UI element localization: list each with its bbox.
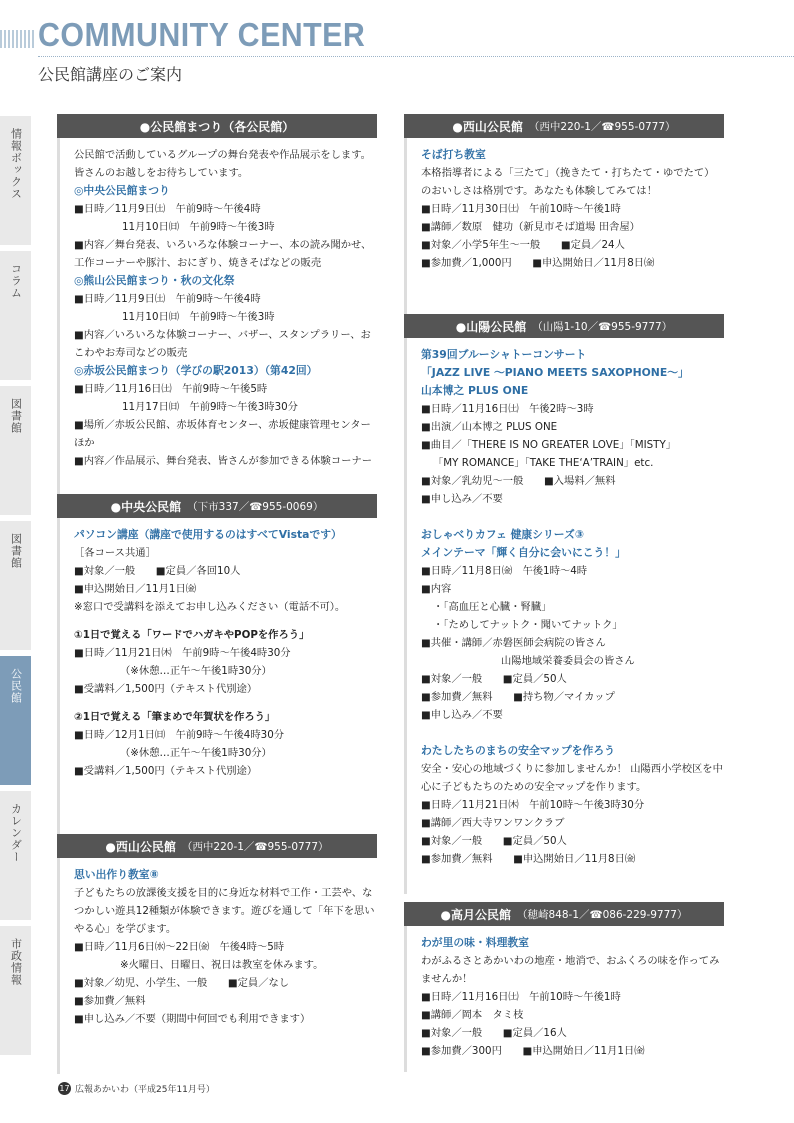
page-title: COMMUNITY CENTER <box>38 16 366 53</box>
left-column <box>57 114 377 1074</box>
nishiyama-center-section: ●西山公民館 （西中220-1／☎955-0777） 思い出作り教室⑧ 子どもたちの放課後支援を目的に身近な材料で工作・工芸や、なつかしい遊具12種類が体験できます。遊びを通して「年下を思いやる心」を学びます。 ■日時／11月6日㈬〜22日㈮ 午後4時〜5時 ※火曜日、日曜日、祝日は教室を休みます。 ■対象／幼児、小学生、一般 ■定員／なし ■参加費／無料 ■申し込み／不要（期間中何回でも利用できます） <box>57 834 377 1074</box>
course-title: パソコン講座（講座で使用するのはすべてVistaです） <box>74 528 342 541</box>
section-header: ●中央公民館 （下市337／☎955-0069） <box>57 494 377 518</box>
central-center-section: ●中央公民館 （下市337／☎955-0069） パソコン講座（講座で使用するのはすべてVistaです） ［各コース共通］ ■対象／一般 ■定員／各回10人 ■申込開始日／11月1日㈮ ※窓口で受講料を添えてお申し込みください（電話不可）。 ①1日で覚える「ワードでハガキやPOPを作ろう」 ■日時／11月21日㈭ 午前9時〜午後4時30分 （※休憩…正午〜午後1時30分） ■受講料／1,500円（テキスト代別途） ②1日で覚える「筆まめで年賀状を作ろう」 ■日時／12月1日㈰ 午前9時〜午後4時30分 （※休憩…正午〜午後1時30分） ■受講料／1,500円（テキスト代別途） <box>57 494 377 834</box>
festival-section: ●公民館まつり（各公民館） 公民館で活動しているグループの舞台発表や作品展示をします。皆さんのお越しをお待ちしています。 ◎中央公民館まつり ■日時／11月9日㈯ 午前9時〜午後4時 11月10日㈰ 午前9時〜午後3時 ■内容／舞台発表、いろいろな体験コーナー、本の読み聞かせ、工作コーナーや豚汁、おにぎり、焼きそばなどの販売 ◎熊山公民館まつり・秋の文化祭 ■日時／11月9日㈯ 午前9時〜午後4時 11月10日㈰ 午前9時〜午後3時 ■内容／いろいろな体験コーナー、バザー、スタンプラリー、おこわやお寿司などの販売 ◎赤坂公民館まつり（学びの駅2013）（第42回） ■日時／11月16日㈯ 午前9時〜午後5時 11月17日㈰ 午前9時〜午後3時30分 ■場所／赤坂公民館、赤坂体育センター、赤坂健康管理センターほか ■内容／作品展示、舞台発表、皆さんが参加できる体験コーナー <box>57 114 377 494</box>
course-2-title: ②1日で覚える「筆まめで年賀状を作ろう」 <box>74 711 276 723</box>
section-header: ●山陽公民館 （山陽1-10／☎955-9777） <box>404 314 724 338</box>
sidebar-tab-column[interactable]: コラム <box>0 251 31 383</box>
event-title: ◎中央公民館まつり <box>74 184 170 197</box>
section-header: ●公民館まつり（各公民館） <box>57 114 377 138</box>
course-title: そば打ち教室 <box>421 148 486 161</box>
sidebar-tab-community-center[interactable]: 公民館 <box>0 656 31 788</box>
takatsuki-center-section: ●高月公民館 （穂崎848-1／☎086-229-9777） わが里の味・料理教室 わがふるさとあかいわの地産・地消で、おふくろの味を作ってみませんか！ ■日時／11月16日㈯ 午前10時〜午後1時 ■講師／岡本 タミ枝 ■対象／一般 ■定員／16人 ■参加費／300円 ■申込開始日／11月1日㈮ <box>404 902 724 1072</box>
cafe-title: おしゃべりカフェ 健康シリーズ③ <box>421 528 584 541</box>
header-stripe <box>0 30 36 48</box>
sanyo-center-section: ●山陽公民館 （山陽1-10／☎955-9777） 第39回ブルーシャトーコンサート 「JAZZ LIVE 〜PIANO MEETS SAXOPHONE〜」 山本博之 PLUS ONE ■日時／11月16日㈯ 午後2時〜3時 ■出演／山本博之 PLUS ONE ■曲目／「THERE IS NO GREATER LOVE」「MISTY」 「MY ROMANCE」「TAKE THE‘A’TRAIN」etc. ■対象／乳幼児〜一般 ■入場料／無料 ■申し込み／不要 おしゃべりカフェ 健康シリーズ③ メインテーマ「輝く自分に会いにこう！」 ■日時／11月8日㈮ 午後1時〜4時 ■内容 ・「高血圧と心臓・腎臓」 ・「ためしてナットク・聞いてナットク」 ■共催・講師／赤磐医師会病院の皆さん 山陽地域栄養委員会の皆さん ■対象／一般 ■定員／50人 ■参加費／無料 ■持ち物／マイカップ ■申し込み／不要 わたしたちのまちの安全マップを作ろう 安全・安心の地域づくりに参加しませんか！ 山陽西小学校区を中心に子どもたちのための安全マップを作ります。 ■日時／11月21日㈭ 午前10時〜午後3時30分 ■講師／西大寺ワンワンクラブ ■対象／一般 ■定員／50人 ■参加費／無料 ■申込開始日／11月8日㈮ <box>404 314 724 894</box>
course-title: わが里の味・料理教室 <box>421 936 529 949</box>
event-title: ◎赤坂公民館まつり（学びの駅2013）（第42回） <box>74 364 318 377</box>
page-subtitle: 公民館講座のご案内 <box>38 65 183 84</box>
section-header: ●高月公民館 （穂崎848-1／☎086-229-9777） <box>404 902 724 926</box>
sidebar-tab-library[interactable]: 図書館 <box>0 386 31 518</box>
sidebar-tab-library-2[interactable]: 図書館 <box>0 521 31 653</box>
course-title: 思い出作り教室⑧ <box>74 868 159 881</box>
sidebar-tab-calendar[interactable]: カレンダー <box>0 791 31 923</box>
sidebar-tab-city-info[interactable]: 市政情報 <box>0 926 31 1058</box>
event-title: ◎熊山公民館まつり・秋の文化祭 <box>74 274 235 287</box>
section-header: ●西山公民館 （西中220-1／☎955-0777） <box>57 834 377 858</box>
course-1-title: ①1日で覚える「ワードでハガキやPOPを作ろう」 <box>74 629 310 641</box>
page-number: 17 <box>59 1084 70 1093</box>
sidebar-tab-info-box[interactable]: 情報ボックス <box>0 116 31 248</box>
header-divider <box>38 56 794 57</box>
nishiyama-soba-section: ●西山公民館 （西中220-1／☎955-0777） そば打ち教室 本格指導者による「三たて」（挽きたて・打ちたて・ゆでたて）のおいしさは格別です。あなたも体験してみては！ ■日時／11月30日㈯ 午前10時〜午後1時 ■講師／数原 健功（新見市そば道場 田舎屋） ■対象／小学5年生〜一般 ■定員／24人 ■参加費／1,000円 ■申込開始日／11月8日㈮ <box>404 114 724 314</box>
intro-text: 公民館で活動しているグループの舞台発表や作品展示をします。皆さんのお越しをお待ちしています。 <box>74 149 371 179</box>
page-footer <box>58 1082 215 1095</box>
section-header: ●西山公民館 （西中220-1／☎955-0777） <box>404 114 724 138</box>
publication-name: 広報あかいわ（平成25年11月号） <box>75 1085 215 1095</box>
right-column <box>404 114 724 1072</box>
safety-map-title: わたしたちのまちの安全マップを作ろう <box>421 744 615 757</box>
concert-title: 第39回ブルーシャトーコンサート <box>421 348 587 361</box>
